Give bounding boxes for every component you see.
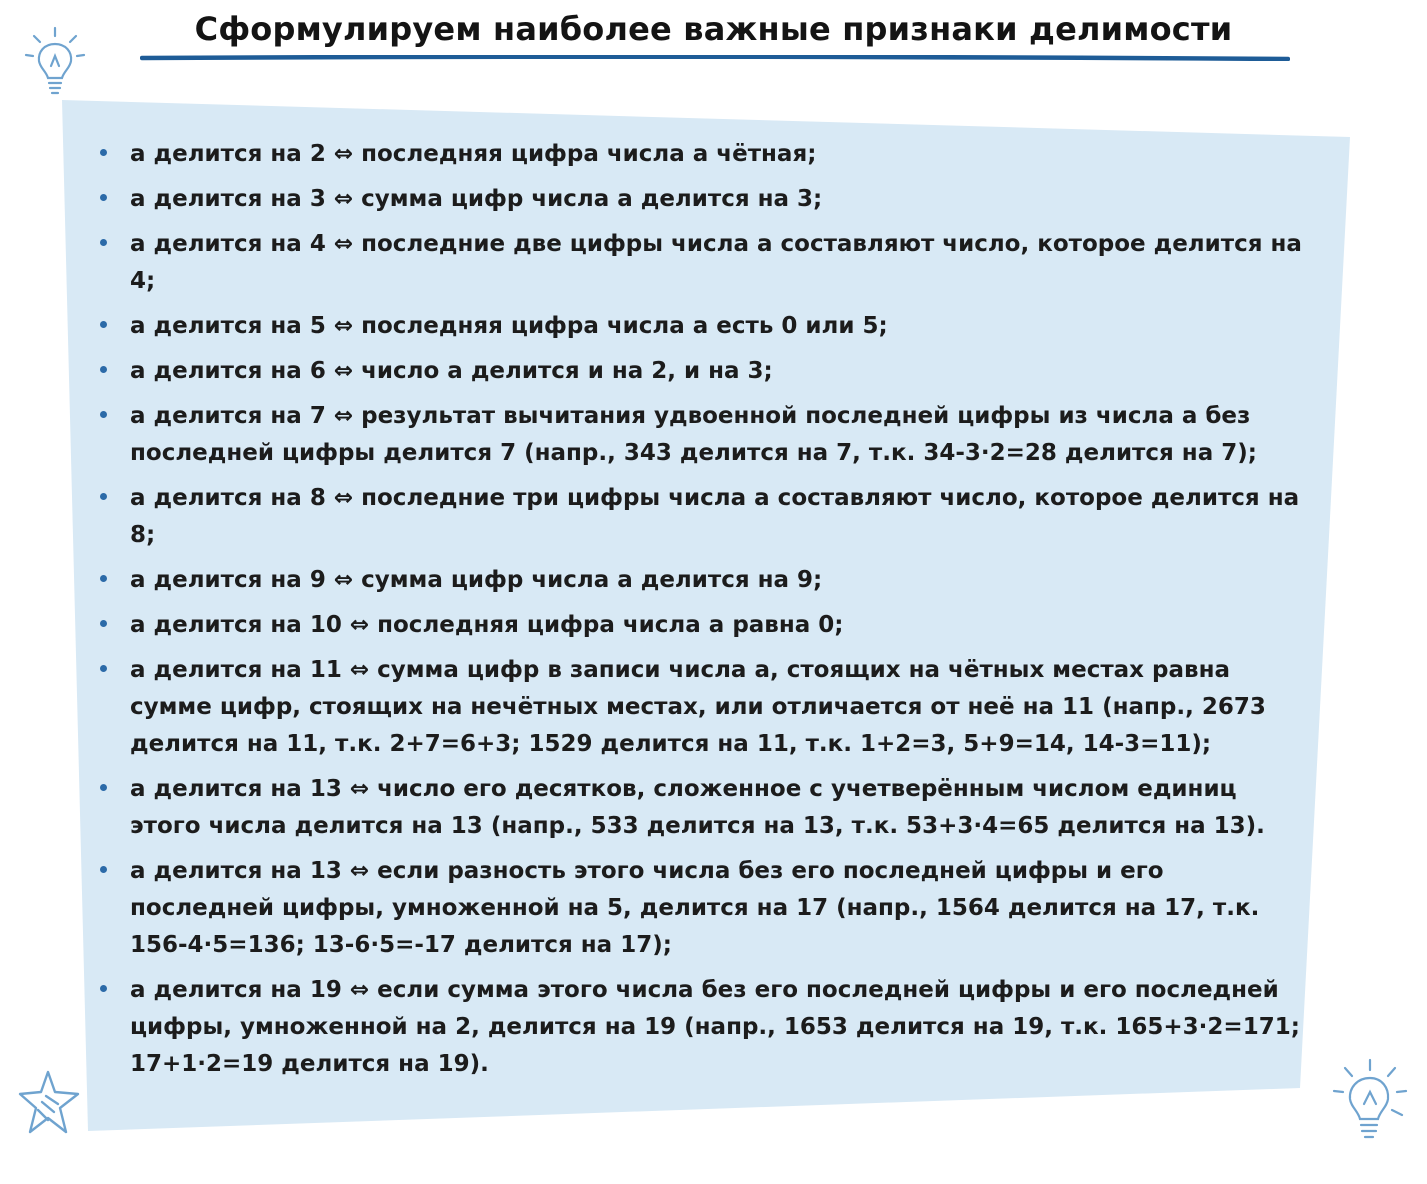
bullet-icon <box>100 493 107 500</box>
rule-text: а делится на 4 ⇔ последние две цифры числа а составляют число, которое делится на 4; <box>130 231 1302 294</box>
bullet-icon <box>100 784 107 791</box>
rule-text: а делится на 3 ⇔ сумма цифр числа а делится на 3; <box>130 186 823 212</box>
list-item <box>100 652 1315 763</box>
rule-text: а делится на 19 ⇔ если сумма этого числа без его последней цифры и его последней цифры, умноженной на 2, делится на 19 (напр., 1653 делится на 19, т.к. 165+3·2=171; 17+1·2=19 делится на 19). <box>130 977 1300 1077</box>
list-item <box>100 398 1315 472</box>
list-item <box>100 562 1315 599</box>
rule-text: а делится на 13 ⇔ число его десятков, сложенное с учетверённым числом единиц этого числа делится на 13 (напр., 533 делится на 13, т.к. 53+3·4=65 делится на 13). <box>130 776 1265 839</box>
list-item <box>100 853 1315 964</box>
rule-text: а делится на 13 ⇔ если разность этого числа без его последней цифры и его последней цифры, умноженной на 5, делится на 17 (напр., 1564 делится на 17, т.к. 156-4·5=136; 13-6·5=-17 делится на 17); <box>130 858 1260 958</box>
bullet-icon <box>100 575 107 582</box>
rule-text: а делится на 10 ⇔ последняя цифра числа а равна 0; <box>130 612 844 638</box>
rule-text: а делится на 5 ⇔ последняя цифра числа а есть 0 или 5; <box>130 313 888 339</box>
bullet-icon <box>100 366 107 373</box>
page-title: Сформулируем наиболее важные признаки делимости <box>194 10 1233 48</box>
bullet-icon <box>100 665 107 672</box>
rule-text: а делится на 2 ⇔ последняя цифра числа а чётная; <box>130 141 817 167</box>
divisibility-rules-list <box>100 136 1315 1091</box>
bullet-icon <box>100 985 107 992</box>
list-item <box>100 972 1315 1083</box>
bullet-icon <box>100 194 107 201</box>
list-item <box>100 308 1315 345</box>
bullet-icon <box>100 411 107 418</box>
list-item <box>100 771 1315 845</box>
bullet-icon <box>100 866 107 873</box>
rule-text: а делится на 6 ⇔ число а делится и на 2, и на 3; <box>130 358 773 384</box>
bullet-icon <box>100 239 107 246</box>
title-underline <box>140 55 1290 61</box>
list-item <box>100 353 1315 390</box>
rule-text: а делится на 7 ⇔ результат вычитания удвоенной последней цифры из числа а без последней цифры делится 7 (напр., 343 делится на 7, т.к. 34-3·2=28 делится на 7); <box>130 403 1257 466</box>
lightbulb-icon <box>1330 1052 1412 1148</box>
bullet-icon <box>100 620 107 627</box>
lightbulb-icon <box>24 22 86 102</box>
star-icon <box>18 1068 82 1138</box>
list-item <box>100 607 1315 644</box>
list-item <box>100 226 1315 300</box>
bullet-icon <box>100 321 107 328</box>
list-item <box>100 181 1315 218</box>
bullet-icon <box>100 149 107 156</box>
rule-text: а делится на 11 ⇔ сумма цифр в записи числа а, стоящих на чётных местах равна сумме цифр, стоящих на нечётных местах, или отличается от неё на 11 (напр., 2673 делится на 11, т.к. 2+7=6+3; 1529 делится на 11, т.к. 1+2=3, 5+9=14, 14-3=11); <box>130 657 1266 757</box>
rule-text: а делится на 8 ⇔ последние три цифры числа а составляют число, которое делится на 8; <box>130 485 1300 548</box>
list-item <box>100 480 1315 554</box>
list-item <box>100 136 1315 173</box>
rule-text: а делится на 9 ⇔ сумма цифр числа а делится на 9; <box>130 567 823 593</box>
